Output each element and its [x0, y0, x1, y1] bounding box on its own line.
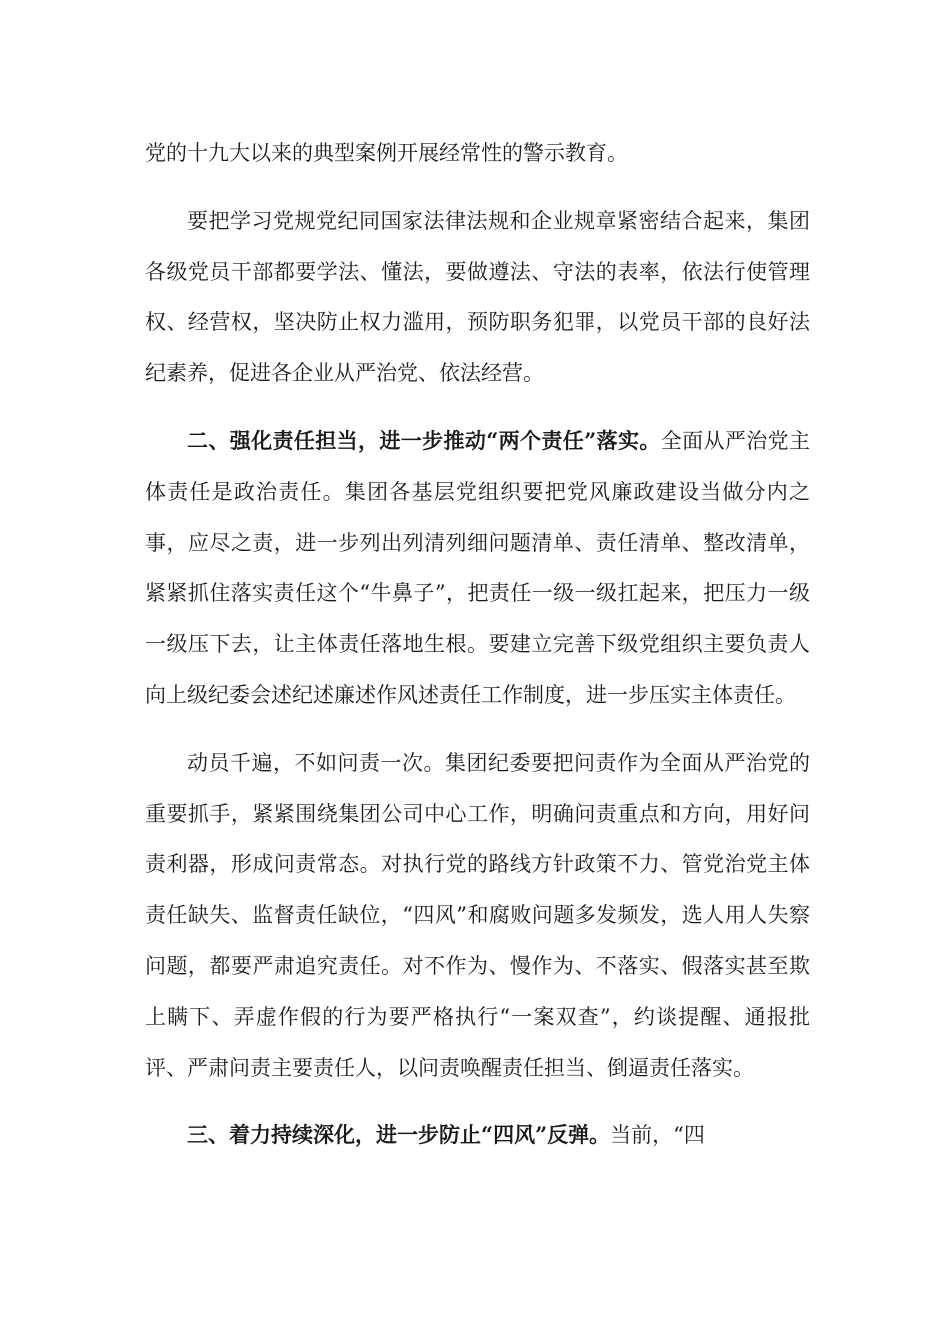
- paragraph-2: [145, 196, 810, 399]
- paragraph-text: 党的十九大以来的典型案例开展经常性的警示教育。: [145, 141, 628, 165]
- document-page: [145, 128, 810, 1161]
- paragraph-1: [145, 128, 810, 179]
- paragraph-text: 要把学习党规党纪同国家法律法规和企业规章紧密结合起来，集团各级党员干部都要学法、懂法，要做遵法、守法的表率，依法行使管理权、经营权，坚决防止权力滥用，预防职务犯罪，以党员干部的良好法纪素养，促进各企业从严治党、依法经营。: [145, 208, 810, 386]
- paragraph-4: [145, 738, 810, 1094]
- paragraph-text: 当前，“四: [610, 1123, 705, 1148]
- paragraph-text: 全面从严治党主体责任是政治责任。集团各基层党组织要把党风廉政建设当做分内之事，应尽之责，进一步列出列清列细问题清单、责任清单、整改清单，紧紧抓住落实责任这个“牛鼻子”，把责任一级一级扛起来，把压力一级一级压下去，让主体责任落地生根。要建立完善下级党组织主要负责人向上级纪委会述纪述廉述作风述责任工作制度，进一步压实主体责任。: [145, 428, 810, 707]
- section-heading: 二、强化责任担当，进一步推动“两个责任”落实。: [187, 427, 661, 453]
- paragraph-5: [145, 1110, 810, 1161]
- paragraph-text: 动员千遍，不如问责一次。集团纪委要把问责作为全面从严治党的重要抓手，紧紧围绕集团公司中心工作，明确问责重点和方向，用好问责利器，形成问责常态。对执行党的路线方针政策不力、管党治党主体责任缺失、监督责任缺位，“四风”和腐败问题多发频发，选人用人失察问题，都要严肃追究责任。对不作为、慢作为、不落实、假落实甚至欺上瞒下、弄虚作假的行为要严格执行“一案双查”，约谈提醒、通报批评、严肃问责主要责任人，以问责唤醒责任担当、倒逼责任落实。: [145, 750, 810, 1080]
- paragraph-3: [145, 416, 810, 721]
- section-heading: 三、着力持续深化，进一步防止“四风”反弹。: [187, 1122, 611, 1148]
